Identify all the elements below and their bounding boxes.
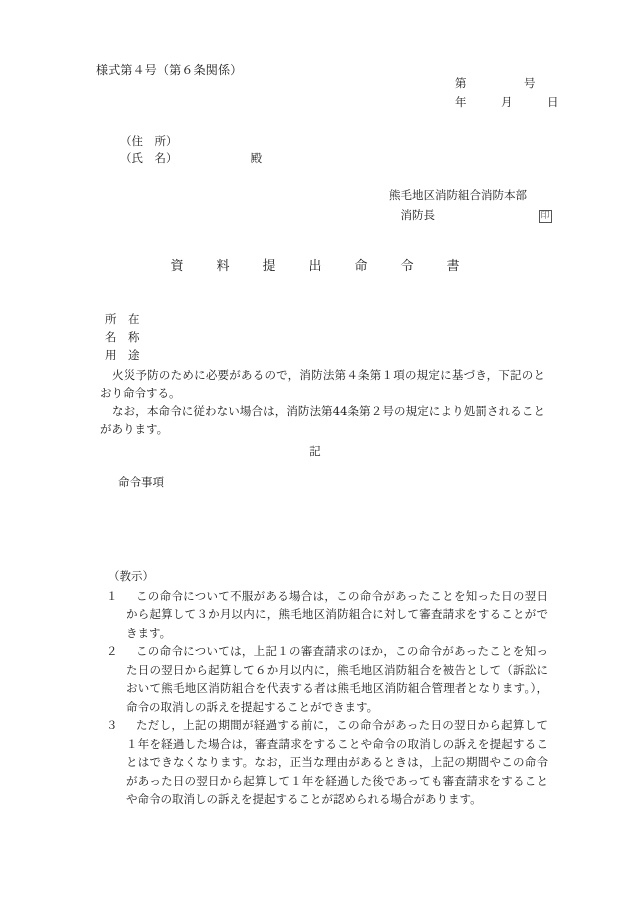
subject-location-label: 所 在 [105,312,140,326]
recipient-honorific: 殿 [250,151,263,165]
issuer-block [389,185,552,225]
issuer-position-row [389,205,552,225]
recipient-address-label: （住 所） [120,134,178,148]
subject-name-label: 名 称 [105,330,140,344]
seal-icon: 印 [540,211,550,221]
form-number: 様式第４号（第６条関係） [96,63,243,77]
page-title: 資 料 提 出 命 令 書 [170,259,470,274]
body-paragraph-2: なお，本命令に従わない場合は，消防法第44条第２号の規定により処罰されることがあります。 [100,404,545,436]
ki-marker: 記 [309,444,321,458]
recipient-name-label: （氏 名） [120,151,178,165]
document-number-date-block [455,74,559,112]
subject-block [105,310,140,364]
instructions-item-number: ２ [106,644,118,658]
issuer-organization: 熊毛地区消防組合消防本部 [389,188,527,202]
instructions-block [100,567,548,809]
instructions-item-number: ３ [106,718,118,732]
instructions-item [100,642,548,716]
body-text [100,366,545,438]
instructions-item-number: １ [106,588,118,603]
order-items-heading: 命令事項 [118,475,164,489]
body-paragraph-1: 火災予防のために必要があるので，消防法第４条第１項の規定に基づき，下記のとおり命令する。 [100,368,545,400]
instructions-title: （教示） [108,569,154,583]
issuer-position: 消防長 [400,208,435,222]
recipient-block [120,133,262,167]
instructions-item [100,587,548,643]
subject-use-label: 用 途 [105,348,140,362]
instructions-item-text: この命令について不服がある場合は，この命令があったことを知った日の翌日から起算して３か月以内に，熊毛地区消防組合に対して審査請求をすることができます。 [126,588,548,640]
instructions-item-text: この命令については，上記１の審査請求のほか，この命令があったことを知った日の翌日から起算して６か月以内に，熊毛地区消防組合を被告として（訴訟において熊毛地区消防組合を代表する者は熊毛地区消防組合管理者となります。），命令の取消しの訴えを提起することができます。 [126,644,548,714]
document-number-field: 第 号 [455,76,536,90]
instructions-item [100,716,548,809]
instructions-item-text: ただし，上記の期間が経過する前に，この命令があった日の翌日から起算して１年を経過した場合は，審査請求をすることや命令の取消しの訴えを提起することはできなくなります。なお，正当な理由があるときは，上記の期間やこの命令があった日の翌日から起算して１年を経過した後であっても審査請求をすることや命令の取消しの訴えを提起することが認められる場合があります。 [126,718,548,806]
recipient-name-row [120,150,262,167]
document-date-field: 年 月 日 [455,95,559,109]
